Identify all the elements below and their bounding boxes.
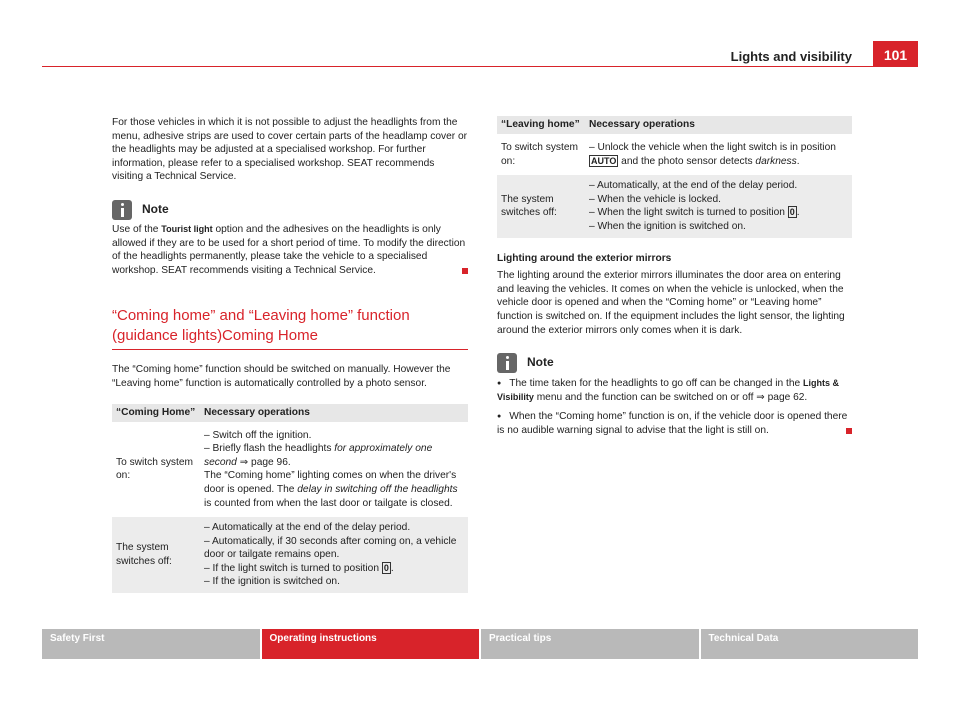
info-icon [497,353,517,373]
operation-item: – When the vehicle is locked. [589,193,848,207]
lights-visibility-keyword: Lights & Visibility [497,378,839,402]
note-paragraph [112,223,468,277]
light-switch-zero-icon: 0 [383,562,389,573]
row-label: The system switches off: [112,517,200,593]
table-row [497,175,852,237]
note-label: Note [142,202,169,217]
operation-item: – Briefly flash the headlights for approximately one second ⇒ page 96. [204,442,464,469]
operation-item: – Automatically, if 30 seconds after coming on, a vehicle door or tailgate remains open. [204,535,464,562]
table-header-row [497,116,852,134]
row-label: To switch system on: [501,142,578,167]
note-bullet: ● When the “Coming home” function is on, if the vehicle door is opened there is no audible warning signal to advise that the light is still on. [497,410,852,437]
intro-paragraph: For those vehicles in which it is not possible to adjust the headlights from the menu, adhesive strips are used to cover certain parts of the headlamp cover or the headlights may be adjusted at a specialised workshop. For further information, please refer to a specialised workshop. SEAT recommends visiting a Technical Service. [112,117,468,183]
operation-item: – When the light switch is turned to position 0 . [589,206,848,220]
row-label: To switch system on: [116,456,193,482]
note-text: Use of the [112,223,162,235]
coming-home-table [112,404,468,594]
light-switch-auto-icon: AUTO [591,155,617,166]
section-title: “Coming home” and “Leaving home” function (guidance lights)Coming Home [112,306,468,350]
row-label: The system switches off: [497,175,585,237]
table-row [497,137,852,172]
right-column [497,116,852,438]
operation-note: The “Coming home” lighting comes on when the driver's door is opened. The delay in switching off the headlights is counted from when the last door or tailgate is closed. [204,470,458,509]
running-header-title: Lights and visibility [730,49,852,64]
table-row [112,517,468,593]
operation-item: – Automatically, at the end of the delay period. [589,179,848,193]
row-operations [585,137,852,172]
note-label: Note [527,355,554,370]
tab-practical-tips[interactable]: Practical tips [481,629,699,659]
operation-item: – If the light switch is turned to position 0 . [204,562,464,576]
note-text-rest: option and the adhesives on the headlights is only allowed if they are to be used for a short period of time. To modify the direction of the headlights permanently, please take the vehicle to a specialised workshop. SEAT recommends visiting a Technical Service. [112,223,466,276]
section-intro: The “Coming home” function should be switched on manually. However the “Leaving home” function is automatically controlled by a photo sensor. [112,364,451,389]
table-header-cell: “Leaving home” [497,116,585,134]
tab-technical-data[interactable]: Technical Data [701,629,919,659]
row-operations [585,175,852,237]
info-icon [112,200,132,220]
note-bullet: ● The time taken for the headlights to go off can be changed in the Lights & Visibility menu and the function can be switched on or off ⇒ page 62. [497,377,852,404]
operation-item: – When the ignition is switched on. [589,220,848,234]
table-header-cell: Necessary operations [200,404,468,422]
table-header-cell: “Coming Home” [112,404,200,422]
operation-item: – If the ignition is switched on. [204,575,464,589]
light-switch-zero-icon: 0 [789,207,795,218]
operation-item: – Automatically at the end of the delay period. [204,521,464,535]
header-rule [42,66,918,67]
left-column [112,116,468,593]
page-number: 101 [873,41,918,67]
table-header-row [112,404,468,422]
tourist-light-keyword: Tourist light [161,223,213,234]
section-end-mark [846,428,852,434]
note-heading [112,200,468,220]
note-heading [497,353,852,373]
tab-operating-instructions[interactable]: Operating instructions [262,629,480,659]
row-operations [200,425,468,515]
table-header-cell: Necessary operations [585,116,852,134]
section-end-mark [462,268,468,274]
table-row [112,425,468,515]
operation-item: – Switch off the ignition. [204,429,464,443]
mirrors-paragraph: The lighting around the exterior mirrors illuminates the door area on entering and leaving the vehicles. It comes on when the vehicle is unlocked, when the vehicle door is opened and when the “Coming home” or “Leaving home” function is switched on. If the equipment includes the light sensor, the lighting around the exterior mirrors only comes when it is dark. [497,270,845,336]
mirrors-subheading: Lighting around the exterior mirrors [497,252,672,264]
tab-safety-first[interactable]: Safety First [42,629,260,659]
row-operations [200,517,468,593]
chapter-navigation [42,629,918,659]
operation-item: – Unlock the vehicle when the light switch is in position AUTO and the photo sensor detects darkness. [589,141,848,168]
leaving-home-table [497,116,852,238]
